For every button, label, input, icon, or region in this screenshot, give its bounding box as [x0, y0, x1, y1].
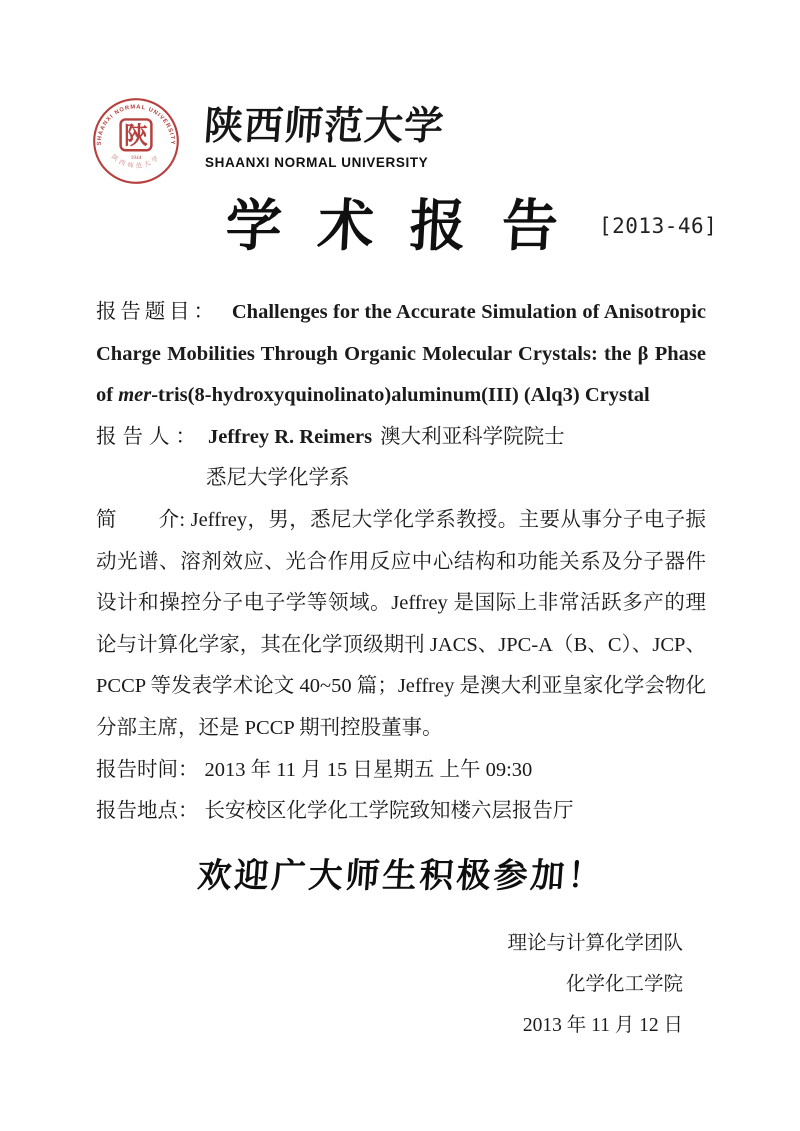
signature-date: 2013 年 11 月 12 日	[522, 1014, 683, 1036]
university-name-english: SHAANXI NORMAL UNIVERSITY	[205, 155, 429, 170]
speaker-name: Jeffrey R. Reimers	[208, 425, 373, 448]
report-title-text-end: -tris(8-hydroxyquinolinato)aluminum(III) (Alq3) Crystal	[151, 384, 650, 407]
time-label: 报告时间：	[96, 758, 199, 781]
venue-line	[96, 791, 706, 833]
report-title-text: Challenges for the Accurate Simulation of Anisotropic Charge Mobilities Through Organic Molecular Crystals: the β Phase of	[96, 301, 706, 407]
university-seal-logo	[92, 97, 180, 185]
bio-paragraph	[96, 500, 706, 750]
document-number: [2013-46]	[599, 214, 718, 238]
document-title: 学术报告	[224, 196, 596, 258]
speaker-label: 报告人：	[96, 425, 202, 448]
bio-label: 简 介:	[96, 508, 186, 531]
signature-college: 化学化工学院	[565, 973, 683, 995]
seal-year: 1944	[130, 155, 142, 162]
signature-team: 理论与计算化学团队	[507, 932, 683, 954]
time-value: 2013 年 11 月 15 日星期五 上午 09:30	[204, 758, 533, 781]
seal-character: 陝	[124, 123, 148, 150]
speaker-line	[96, 417, 706, 459]
report-title-mer: mer	[118, 384, 152, 407]
venue-value: 长安校区化学化工学院致知楼六层报告厅	[204, 800, 574, 823]
report-title-paragraph	[96, 292, 706, 417]
university-name-chinese: 陕西师范大学	[202, 105, 446, 148]
report-title-label: 报告题目：	[96, 301, 218, 323]
speaker-honor: 澳大利亚科学院院士	[380, 425, 565, 448]
document-body	[96, 292, 706, 1046]
speaker-affiliation: 悉尼大学化学系	[206, 467, 350, 490]
venue-label: 报告地点：	[96, 800, 199, 823]
signature-block	[96, 923, 706, 1046]
bio-text: Jeffrey，男，悉尼大学化学系教授。主要从事分子电子振动光谱、溶剂效应、光合作用反应中心结构和功能关系及分子器件设计和操控分子电子学等领域。Jeffrey 是国际上非常活跃多产的理论与计算化学家，其在化学顶级期刊 JACS、JPC-A（B、C）、JCP、PCCP 等发表学术论文 40~50 篇；Jeffrey 是澳大利亚皇家化学会物化分部主席，还是 PCCP 期刊控股董事。	[96, 508, 706, 739]
time-line	[96, 750, 706, 792]
welcome-message: 欢迎广大师生积极参加！	[196, 857, 606, 895]
seal-bottom-text: 陕西师范大学	[109, 153, 163, 171]
seal-ring-text: SHAANXI NORMAL UNIVERSITY	[96, 104, 176, 146]
